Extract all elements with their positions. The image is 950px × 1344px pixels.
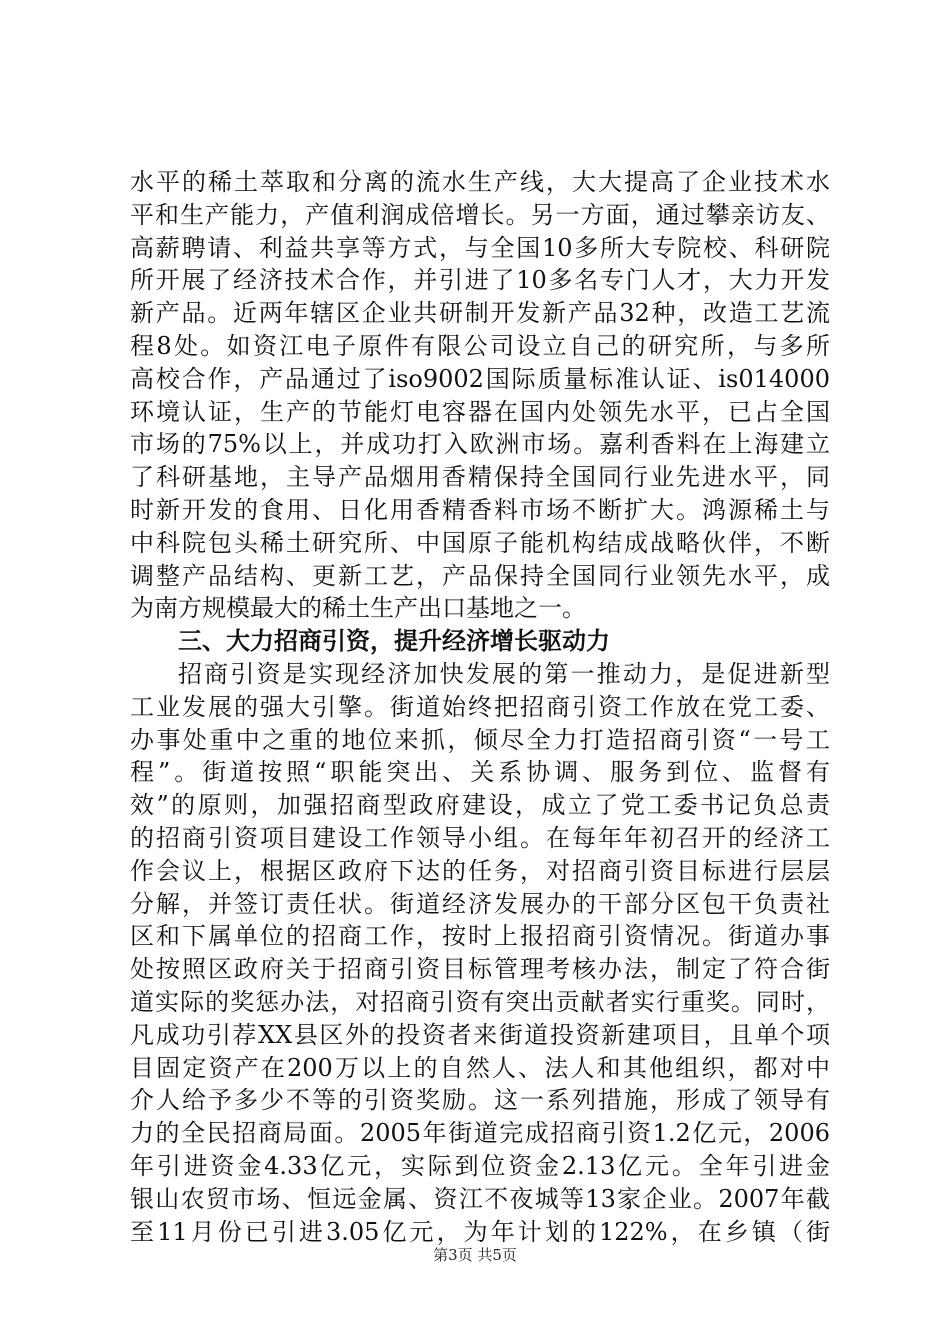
text-line: 银山农贸市场、恒远金属、资江不夜城等13家企业。2007年截 bbox=[130, 1184, 830, 1213]
text-line: 凡成功引荐XX县区外的投资者来街道投资新建项目，且单个项 bbox=[130, 1020, 830, 1049]
text-line: 介人给予多少不等的引资奖励。这一系列措施，形成了领导有 bbox=[130, 1086, 830, 1115]
text-line: 时新开发的食用、日化用香精香料市场不断扩大。鸿源稀土与 bbox=[130, 495, 830, 524]
text-line: 环境认证，生产的节能灯电容器在国内处领先水平，已占全国 bbox=[130, 397, 830, 426]
text-line: 道实际的奖惩办法，对招商引资有突出贡献者实行重奖。同时， bbox=[130, 987, 830, 1016]
text-line: 水平的稀土萃取和分离的流水生产线，大大提高了企业技术水 bbox=[130, 168, 830, 196]
text-line: 调整产品结构、更新工艺，产品保持全国同行业领先水平，成 bbox=[130, 561, 830, 590]
text-line: 作会议上，根据区政府下达的任务，对招商引资目标进行层层 bbox=[130, 856, 830, 885]
text-line: 处按照区政府关于招商引资目标管理考核办法，制定了符合街 bbox=[130, 955, 830, 984]
text-line: 新产品。近两年辖区企业共研制开发新产品32种，改造工艺流 bbox=[130, 299, 830, 328]
text-line: 程8处。如资江电子原件有限公司设立自己的研究所，与多所 bbox=[130, 331, 830, 360]
text-line: 分解，并签订责任状。街道经济发展办的干部分区包干负责社 bbox=[130, 889, 830, 918]
text-line: 的招商引资项目建设工作领导小组。在每年年初召开的经济工 bbox=[130, 823, 830, 852]
text-line: 中科院包头稀土研究所、中国原子能机构结成战略伙伴，不断 bbox=[130, 528, 830, 557]
text-line: 高薪聘请、利益共享等方式，与全国10多所大专院校、科研院 bbox=[130, 233, 830, 262]
text-line: 年引进资金4.33亿元，实际到位资金2.13亿元。全年引进金 bbox=[130, 1151, 830, 1180]
text-line: 为南方规模最大的稀土生产出口基地之一。 bbox=[130, 594, 586, 623]
paragraph-first-line: 招商引资是实现经济加快发展的第一推动力，是促进新型 bbox=[178, 659, 830, 688]
text-line: 目固定资产在200万以上的自然人、法人和其他组织，都对中 bbox=[130, 1053, 830, 1082]
text-line: 高校合作，产品通过了iso9002国际质量标准认证、is014000 bbox=[130, 364, 830, 393]
text-line: 效”的原则，加强招商型政府建设，成立了党工委书记负总责 bbox=[130, 791, 830, 820]
text-line: 平和生产能力，产值利润成倍增长。另一方面，通过攀亲访友、 bbox=[130, 200, 830, 229]
text-line: 程”。街道按照“职能突出、关系协调、服务到位、监督有 bbox=[130, 758, 830, 787]
body-text bbox=[130, 166, 830, 1248]
text-line: 了科研基地，主导产品烟用香精保持全国同行业先进水平，同 bbox=[130, 463, 830, 492]
text-line: 办事处重中之重的地位来抓，倾尽全力打造招商引资“一号工 bbox=[130, 725, 830, 754]
page-number-footer: 第3页 共5页 bbox=[433, 1246, 517, 1264]
text-line: 力的全民招商局面。2005年街道完成招商引资1.2亿元，2006 bbox=[130, 1119, 830, 1148]
text-line: 市场的75%以上，并成功打入欧洲市场。嘉利香料在上海建立 bbox=[130, 430, 830, 459]
text-line: 区和下属单位的招商工作，按时上报招商引资情况。街道办事 bbox=[130, 922, 830, 951]
text-line: 工业发展的强大引擎。街道始终把招商引资工作放在党工委、 bbox=[130, 692, 830, 721]
text-line: 所开展了经济技术合作，并引进了10多名专门人才，大力开发 bbox=[130, 266, 830, 295]
section-heading: 三、大力招商引资，提升经济增长驱动力 bbox=[178, 627, 610, 656]
text-line: 至11月份已引进3.05亿元，为年计划的122%，在乡镇（街 bbox=[130, 1217, 830, 1246]
